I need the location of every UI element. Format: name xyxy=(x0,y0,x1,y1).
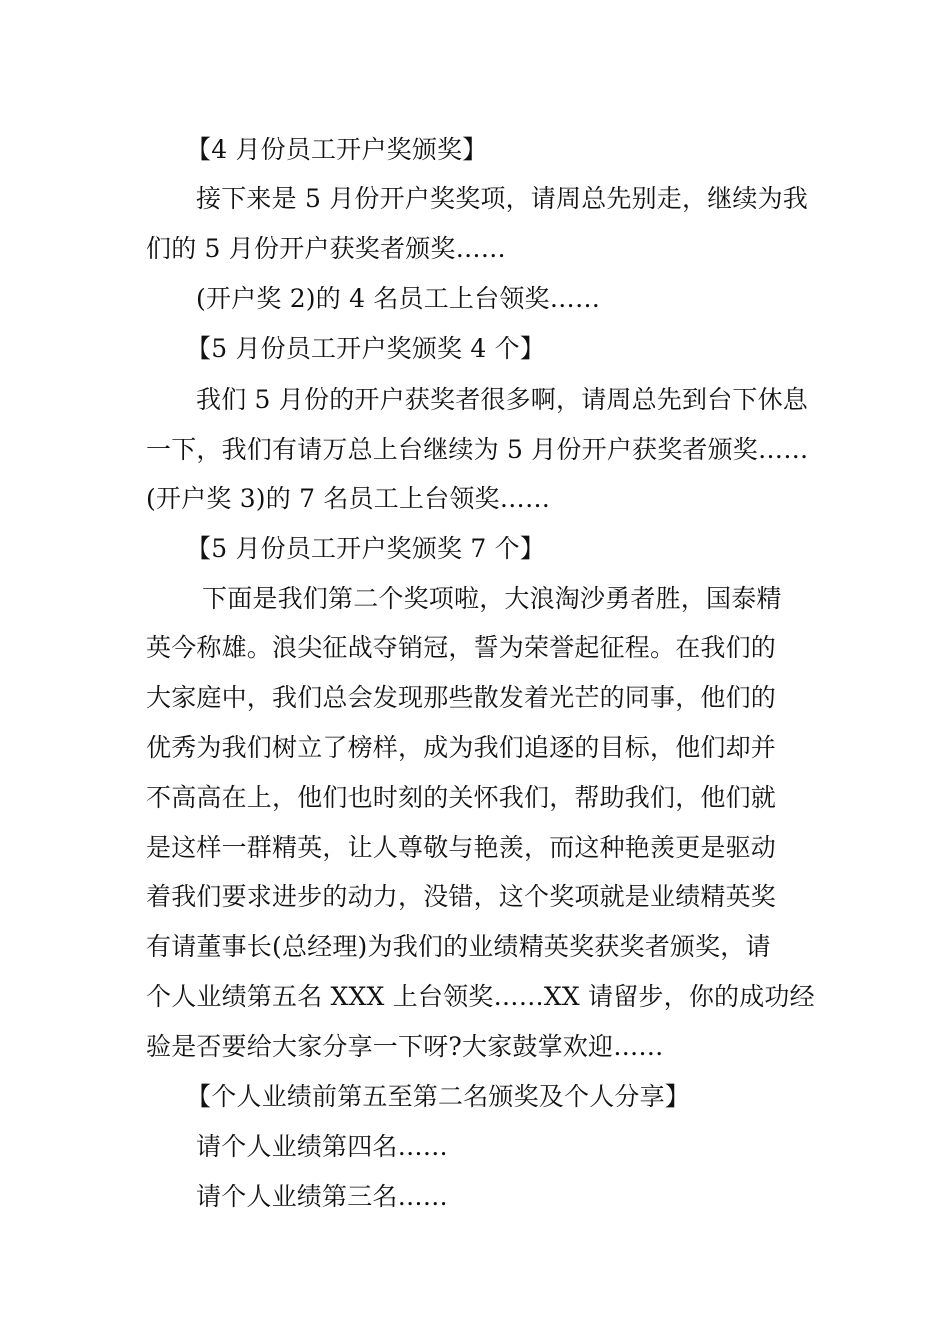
paragraph-line: 是这样一群精英，让人尊敬与艳羡，而这种艳羡更是驱动 xyxy=(146,833,777,862)
paragraph-line: (开户奖 3)的 7 名员工上台领奖…… xyxy=(146,484,551,513)
paragraph-line: 一下，我们有请万总上台继续为 5 月份开户获奖者颁奖…… xyxy=(146,435,809,464)
paragraph-line: 着我们要求进步的动力，没错，这个奖项就是业绩精英奖 xyxy=(146,882,777,911)
paragraph-line: 优秀为我们树立了榜样，成为我们追逐的目标，他们却并 xyxy=(146,733,777,762)
section-heading-may-award-7: 【5 月份员工开户奖颁奖 7 个】 xyxy=(186,534,546,563)
paragraph-line: (开户奖 2)的 4 名员工上台领奖…… xyxy=(196,284,601,313)
paragraph-line: 接下来是 5 月份开户奖奖项，请周总先别走，继续为我 xyxy=(196,184,809,213)
paragraph-line: 个人业绩第五名 XXX 上台领奖……XX 请留步，你的成功经 xyxy=(146,982,815,1011)
paragraph-line: 我们 5 月份的开户获奖者很多啊，请周总先到台下休息 xyxy=(196,385,809,414)
section-heading-may-award-4: 【5 月份员工开户奖颁奖 4 个】 xyxy=(186,334,546,363)
paragraph-line: 验是否要给大家分享一下呀?大家鼓掌欢迎…… xyxy=(146,1032,664,1061)
section-heading-individual-performance: 【个人业绩前第五至第二名颁奖及个人分享】 xyxy=(186,1082,691,1111)
paragraph-line: 不高高在上，他们也时刻的关怀我们，帮助我们，他们就 xyxy=(146,783,777,812)
paragraph-line: 下面是我们第二个奖项啦，大浪淘沙勇者胜，国泰精 xyxy=(202,584,782,613)
paragraph-line: 英今称雄。浪尖征战夺销冠，誓为荣誉起征程。在我们的 xyxy=(146,633,777,662)
paragraph-line: 大家庭中，我们总会发现那些散发着光芒的同事，他们的 xyxy=(146,683,777,712)
section-heading-april-award: 【4 月份员工开户奖颁奖】 xyxy=(186,135,488,164)
paragraph-line: 请个人业绩第四名…… xyxy=(196,1132,449,1161)
paragraph-line: 有请董事长(总经理)为我们的业绩精英奖获奖者颁奖，请 xyxy=(146,932,771,961)
paragraph-line: 请个人业绩第三名…… xyxy=(196,1182,449,1211)
paragraph-line: 们的 5 月份开户获奖者颁奖…… xyxy=(146,234,507,263)
